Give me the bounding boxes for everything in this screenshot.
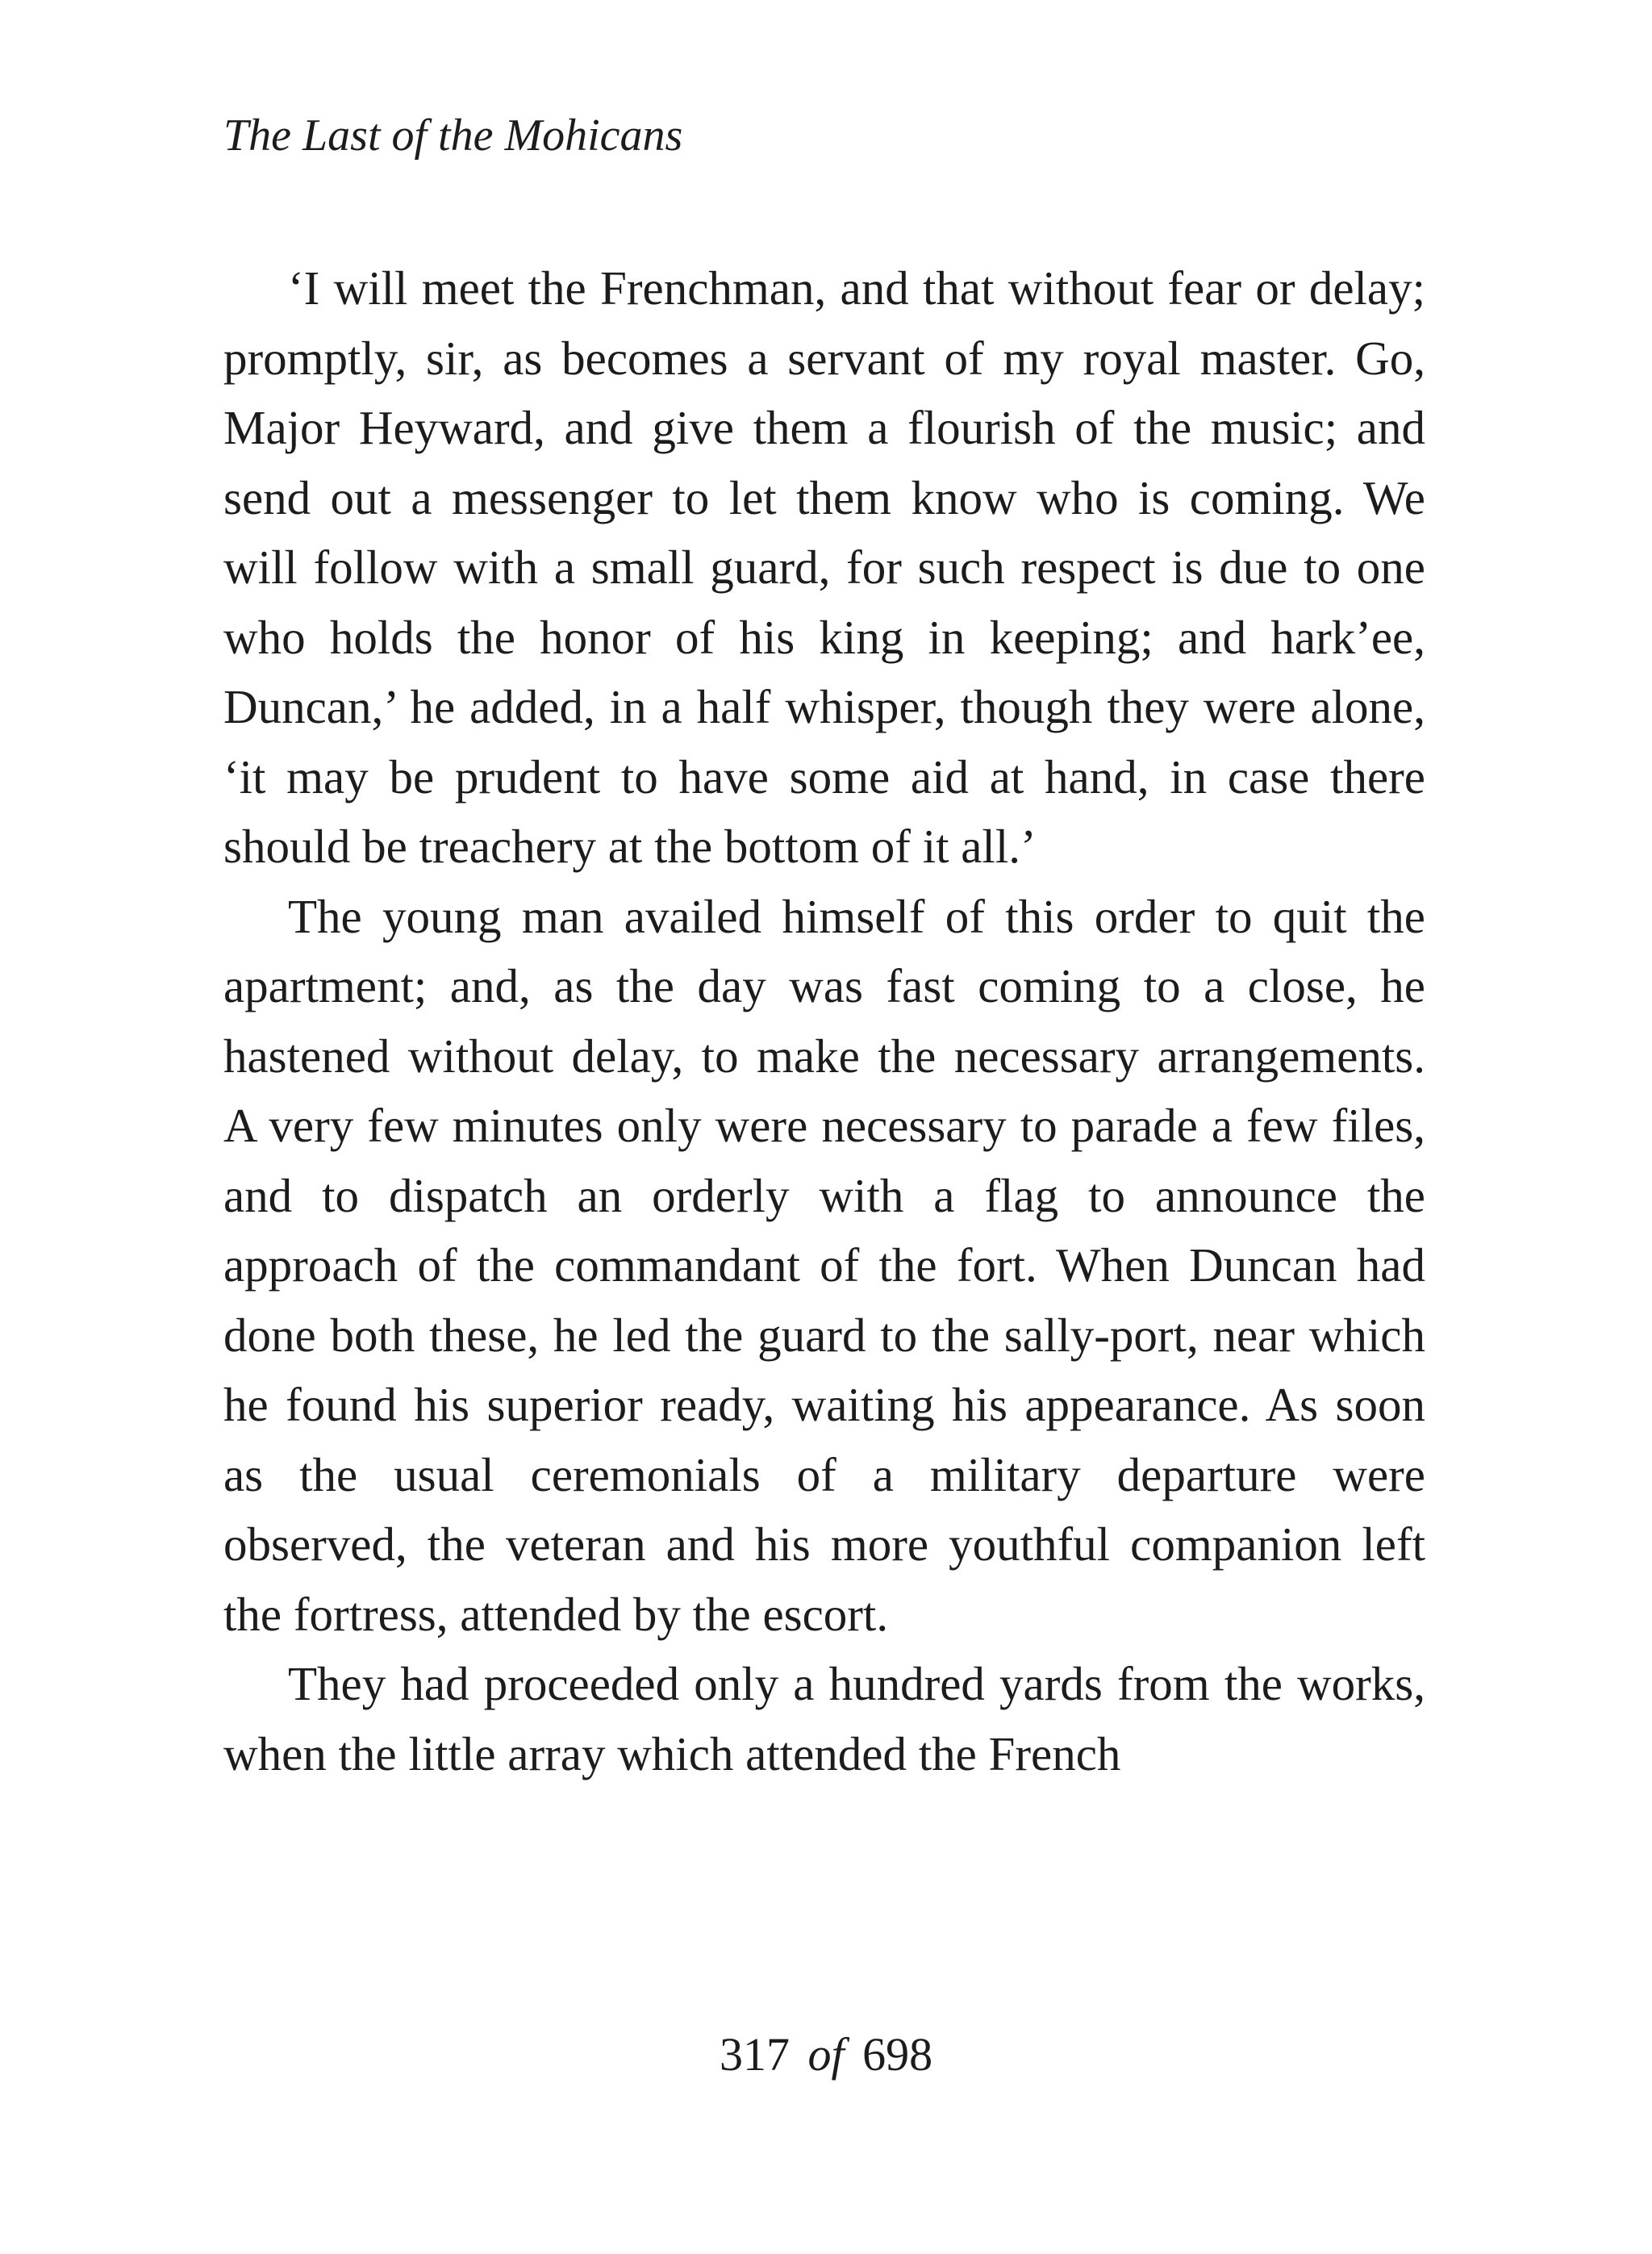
page-body-text — [223, 253, 1425, 1789]
page-number-indicator — [0, 2022, 1652, 2087]
page-of-label: of — [807, 2028, 845, 2081]
running-head-title: The Last of the Mohicans — [223, 111, 683, 161]
paragraph-1: ‘I will meet the Frenchman, and that without fear or delay; promptly, sir, as becomes a servant of my royal master. Go, Major Heyward, and give them a flourish of the music; and send out a messenger to let them know who is coming. We will follow with a small guard, for such respect is due to one who holds the honor of his king in keeping; and hark’ee, Duncan,’ he added, in a half whisper, though they were alone, ‘it may be prudent to have some aid at hand, in case there should be treachery at the bottom of it all.’ — [223, 261, 1425, 873]
total-pages-number: 698 — [862, 2028, 933, 2081]
current-page-number: 317 — [719, 2028, 790, 2081]
paragraph-2: The young man availed himself of this order to quit the apartment; and, as the day was fast coming to a close, he hastened without delay, to make the necessary arrangements. A very few minutes only were necessary to parade a few files, and to dispatch an orderly with a flag to announce the approach of the commandant of the fort. When Duncan had done both these, he led the guard to the sally-port, near which he found his superior ready, waiting his appearance. As soon as the usual ceremonials of a military departure were observed, the veteran and his more youthful companion left the fortress, attended by the escort. — [223, 889, 1425, 1641]
paragraph-3: They had proceeded only a hundred yards from the works, when the little array which attended the French — [223, 1657, 1425, 1780]
